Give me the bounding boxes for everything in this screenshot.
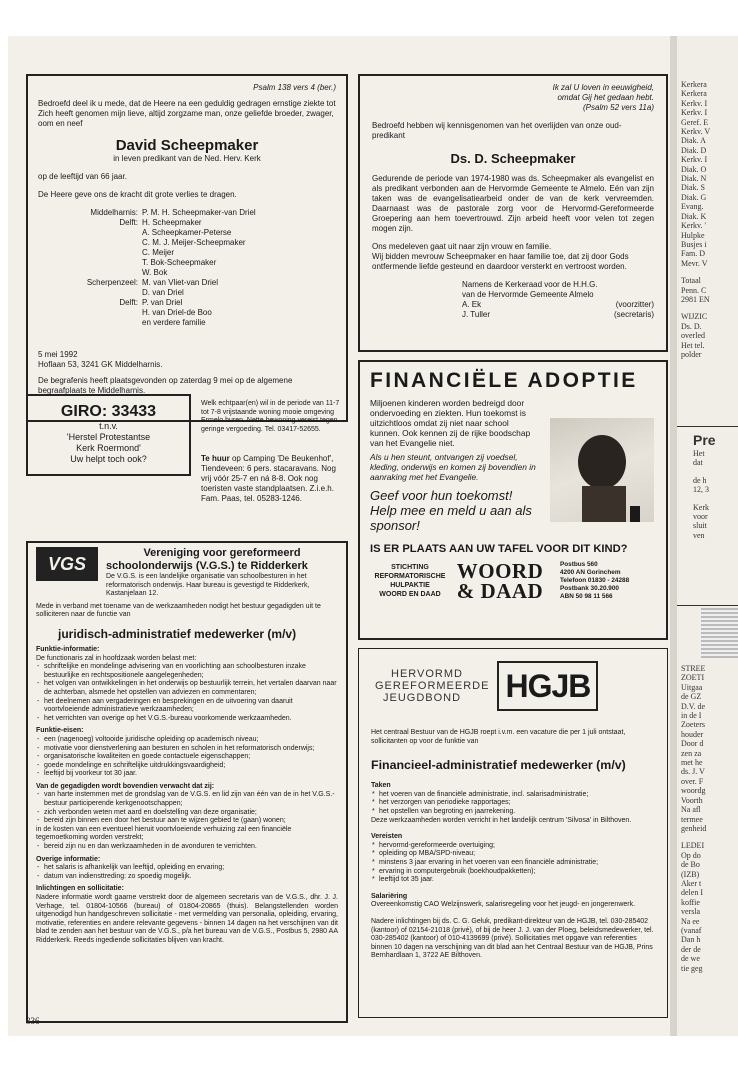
section-heading: Vereisten [371, 833, 403, 841]
child-photo [550, 418, 654, 522]
next-page-fragment [677, 36, 738, 1036]
org-address: Postbus 560 4200 AN Gorinchem Telefoon 01830 - 24288 Postbank 30.20.900 ABN 50 98 11 566 [560, 561, 630, 600]
list-item: - zich verbonden weten met aard en doelstelling van deze organisatie; [44, 809, 338, 818]
next-page-line: ZOETI [681, 673, 705, 683]
death-notice-right [358, 74, 668, 352]
next-page-line: Diak. D [681, 145, 707, 155]
list-item: - datum van indiensttreding: zo spoedig mogelijk. [44, 873, 338, 882]
verse-line: (Psalm 52 vers 11a) [583, 103, 654, 112]
next-page-image [701, 608, 738, 658]
deceased-subtitle: in leven predikant van de Ned. Herv. Kerk [113, 154, 261, 163]
page-number: 336 [26, 1016, 40, 1026]
giro-title: GIRO: 33433 [60, 403, 157, 420]
page-gutter [670, 36, 677, 1036]
section-heading: Taken [371, 782, 391, 790]
next-page-line: Voorth [681, 795, 703, 805]
next-page-line: tie geg [681, 963, 703, 973]
intro-text: Bedroefd deel ik u mede, dat de Heere na een geduldig gedragen ernstige ziekte tot Zich heeft genomen mijn lieve, altijd zorgzame man, onze geliefde broeder, zwager, oom en neef [38, 99, 336, 128]
adoption-call: Geef voor hun toekomst! Help mee en meld u aan als sponsor! [370, 488, 532, 533]
list-item: - van harte instemmen met de grondslag van de V.G.S. en lid zijn van één van de in het V.G.S.-bestuur participerende kerkgenootschappen; [44, 791, 338, 808]
next-page-line: Kerkv. I [681, 108, 708, 118]
next-page-line: Busjes i [681, 239, 707, 249]
other-info-list [36, 864, 338, 881]
list-item: - een (nagenoeg) voltooide juridische opleiding op academisch niveau; [44, 736, 338, 745]
hgjb-vacancy [358, 648, 668, 1018]
hgjb-logo-text: HERVORMD GEREFORMEERDE JEUGDBOND [375, 668, 490, 704]
vgs-title: Vereniging voor gereformeerd [143, 547, 301, 559]
notice-date: 5 mei 1992 [38, 350, 78, 359]
hgjb-job-title: Financieel-administratief medewerker (m/v) [371, 758, 626, 773]
next-page-line: der de [681, 944, 701, 954]
list-item: - het volgen van ontwikkelingen in het onderwijs op bestuurlijk terrein, het vertalen daarvan naar de achterban, alsmede het opstellen van adviezen en commentaren; [44, 680, 338, 697]
contact-text: Nadere inlichtingen bij ds. C. G. Geluk, predikant-direkteur van de HGJB, tel. 030-285402 (kantoor) of 02154-21018 (privé), of bij de heer J. J. van der Ploeg, beleidsmedewerker, tel. 030-285402 (kantoor) of 010-4139699 (privé). Sollicitaties met opgave van referenties binnen 10 dagen na verschijning van dit blad aan het Centraal Bestuur van de HGJB, Prins Bernhardlaan 1, 3722 AE Bilthoven. [371, 917, 654, 960]
giro-line: 'Herstel Protestantse [66, 432, 151, 442]
list-item: * opleiding op MBA/SPD-niveau; [379, 850, 655, 859]
list-item: * ervaring in computergebruik (boekhoudpakketten); [379, 868, 655, 877]
next-page-line: 12, 3 [693, 485, 709, 495]
next-page-line: dat [693, 458, 703, 468]
next-page-column-bottom [681, 664, 706, 973]
family-row: Scherpenzeel: M. van Vliet-van Driel [86, 278, 219, 287]
next-page-line: over. F [681, 776, 704, 786]
hgjb-intro: Het centraal Bestuur van de HGJB roept i.v.m. een vacature die per 1 juli ontstaat, sollicitanten op voor de funktie van [371, 729, 626, 745]
next-page-line: de we [681, 954, 700, 964]
list-item: - bereid zijn binnen een door het bestuur aan te wijzen gebied te (gaan) wonen; [44, 817, 338, 826]
org-name: STICHTING REFORMATORISCHE HULPAKTIE WOORD EN DAAD [374, 564, 446, 598]
next-page-line: termee [681, 814, 703, 824]
next-page-line [681, 833, 706, 841]
family-row: A. Scheepkamer-Peterse [142, 228, 232, 237]
list-item: - leeftijd bij voorkeur tot 30 jaar. [44, 770, 338, 779]
next-page-line: Kerk [693, 502, 709, 512]
signature-block [462, 280, 654, 320]
list-item: - schriftelijke en mondelinge advisering van en voorlichting aan schoolbesturen inzake bestuurlijke en rechtspositionele aangelegenheden; [44, 663, 338, 680]
next-page-line: Kerkv. I [681, 98, 708, 108]
next-page-line: Evang. [681, 202, 704, 212]
next-page-line: Kerkera [681, 80, 707, 89]
task-list [36, 663, 338, 723]
tasks-note: Deze werkzaamheden worden verricht in het landelijk centrum 'Silvosa' in Bilthoven. [371, 816, 632, 824]
family-row: C. Meijer [142, 248, 175, 257]
notice-address: Hoflaan 53, 3241 GK Middelharnis. [38, 360, 163, 369]
list-item: - organisatorische kwaliteiten en goede contactuele eigenschappen; [44, 753, 338, 762]
section-heading: Overige informatie: [36, 855, 101, 863]
next-page-line [681, 268, 710, 276]
next-page-line: Diak. K [681, 211, 707, 221]
next-page-line [693, 495, 716, 503]
next-page-line: Zoeters [681, 720, 705, 730]
next-page-line: sluit [693, 521, 707, 531]
next-page-line: LEDEI [681, 841, 705, 851]
list-item: - motivatie voor dienstverlening aan besturen en scholen in het reformatorisch onderwijs; [44, 745, 338, 754]
next-page-line: woordg [681, 786, 706, 796]
family-row: Delft: P. van Driel [119, 298, 183, 307]
newspaper-page [8, 36, 670, 1036]
signer-row: J. Tuller (secretaris) [462, 310, 654, 319]
next-page-line: WIJZIC [681, 312, 708, 322]
next-page-line: Geref. E [681, 117, 709, 127]
next-page-line: (IZB) [681, 869, 700, 879]
family-row: Middelharnis: P. M. H. Scheepmaker-van Driel [90, 208, 256, 217]
intro-text: Bedroefd hebben wij kennisgenomen van het overlijden van onze oud-predikant [372, 121, 622, 140]
next-page-line: de GZ [681, 692, 702, 702]
giro-line: t.n.v. [99, 421, 118, 431]
next-page-line: voor [693, 512, 708, 522]
next-page-line: zen za [681, 748, 702, 758]
list-item: - het salaris is afhankelijk van leeftijd, opleiding en ervaring; [44, 864, 338, 873]
deceased-name: Ds. D. Scheepmaker [450, 151, 576, 166]
next-page-box [677, 426, 738, 606]
body-text: Ons medeleven gaat uit naar zijn vrouw en familie. [372, 242, 552, 251]
section-heading: Inlichtingen en sollicitatie: [36, 885, 124, 893]
body-text: Gedurende de periode van 1974-1980 was ds. Scheepmaker als evangelist en als predikant verbonden aan de Hervormde Gemeente te Almelo. Eén van zijn taken was de evangelisatiearbeid onder de van de kerk vervreemden. Daarnaast was de pastorale zorg voor de Hervormd-Gereformeerde Groepering aan hem toevertrouwd. Zijn arbeid heeft voor velen tot zegen mogen zijn. [372, 174, 654, 233]
next-page-line: STREE [681, 664, 706, 673]
next-page-line: Na ee [681, 916, 700, 926]
next-page-line: houder [681, 729, 704, 739]
contact-text: Nadere informatie wordt gaarne verstrekt door de algemeen secretaris van de V.G.S., dhr. J. J. Verhage, tel. 01804-10566 (bureau) of 01804-20865 (thuis). Belangstellenden worden uitgenodigd hun handgeschreven sollicitatie - met vermelding van personalia, opleiding, ervaring, motivatie, referenties en andere relevante gegevens - binnen 14 dagen na het verschijnen van dit blad te zenden aan het bestuur van de V.G.S., p/a het bureau van de V.G.S., Postbus 5, 2980 AA Ridderkerk. Reeds ingediende sollicitaties blijven van kracht. [36, 894, 338, 944]
task-list [371, 791, 655, 817]
family-row: Delft: H. Scheepmaker [119, 218, 202, 227]
next-page-line: Kerkv. ' [681, 221, 706, 231]
giro-line: Kerk Roermond' [76, 443, 141, 453]
vgs-logo: VGS [36, 547, 98, 581]
family-list [26, 208, 336, 328]
next-page-line: de h [693, 475, 707, 485]
next-page-line: Kerkv. I [681, 155, 708, 165]
next-page-line: overled [681, 331, 705, 341]
next-page-line: Op do [681, 850, 701, 860]
next-page-line [693, 468, 716, 476]
next-page-line: Aker t [681, 878, 702, 888]
adoption-text: Als u hen steunt, ontvangen zij voedsel, kleding, onderwijs en komen zij bovendien in aanraking met het Evangelie. [370, 452, 536, 482]
family-row: C. M. J. Meijer-Scheepmaker [142, 238, 246, 247]
next-page-line: Door d [681, 739, 704, 749]
next-page-line: genheid [681, 823, 707, 833]
expectations-list [36, 791, 338, 825]
family-row: H. van Driel-de Boo [142, 308, 212, 317]
age-text: op de leeftijd van 66 jaar. [38, 172, 127, 181]
giro-box [26, 394, 191, 476]
next-page-line: Diak. O [681, 164, 707, 174]
next-page-line: Kerkv. V [681, 127, 711, 137]
next-page-line: in de I [681, 711, 702, 721]
list-item: - goede mondelinge en schriftelijke uitdrukkingsvaardigheid; [44, 762, 338, 771]
vgs-intro: Mede in verband met toename van de werkzaamheden nodigt het bestuur gegadigden uit te solliciteren naar de functie van [36, 602, 321, 619]
signer-row: A. Ek (voorzitter) [462, 300, 654, 309]
next-page-line: Dan h [681, 935, 701, 945]
list-item: * het opstellen van begroting en jaarrekening. [379, 808, 655, 817]
requirements-list [36, 736, 338, 779]
ad-body: op Camping 'De Beukenhof', Tiendeveen: 6 pers. stacaravans. Nog vrij vóór 25-7 en ná 8-8. Ook nog toeristen vaste standplaatsen. Z.i.e.h. Fam. Paas, tel. 05283-1246. [201, 454, 336, 503]
list-item: * minstens 3 jaar ervaring in het voeren van een financiële administratie; [379, 859, 655, 868]
section-heading: Funktie-informatie: [36, 645, 100, 653]
next-page-line: Het [693, 449, 705, 458]
list-item: - het deelnemen aan vergaderingen en besprekingen en de uitvoering van daaruit voortvloeiende administratieve werkzaamheden; [44, 698, 338, 715]
vgs-title: schoolonderwijs (V.G.S.) te Ridderkerk [106, 560, 308, 572]
death-notice-left [26, 74, 348, 422]
expectations-note: in de kosten van een eventueel hieruit voortvloeiende verhuizing zal een financiële tegemoetkoming worden verstrekt; [36, 825, 292, 842]
signature-line: van de Hervormde Gemeente Almelo [462, 290, 594, 299]
next-page-line: Pre [693, 432, 716, 448]
next-page-line: Na afl [681, 805, 701, 815]
next-page-line: koffie [681, 897, 700, 907]
family-row: D. van Driel [142, 288, 184, 297]
strength-text: De Heere geve ons de kracht dit grote verlies te dragen. [38, 190, 237, 199]
vgs-desc: De V.G.S. is een landelijke organisatie van schoolbesturen in het reformatorisch onderwijs. Haar bureau is gevestigd te Ridderkerk, Kastanjelaan 12. [106, 573, 310, 598]
next-page-line: Uitgaa [681, 682, 703, 692]
classified-ad-rental: Welk echtpaar(en) wil in de periode van 11-7 tot 7-8 vrijstaande woning mooie omgeving Ermelo huren. Nette bewoning vereist tegen geringe vergoeding. Tel. 03417-52655. [201, 400, 340, 433]
list-item: * het verzorgen van periodieke rapportages; [379, 799, 655, 808]
next-page-line: ds. J. V [681, 767, 705, 777]
vgs-vacancy [26, 541, 348, 1023]
adoption-banner: IS ER PLAATS AAN UW TAFEL VOOR DIT KIND? [370, 543, 628, 555]
next-page-line: Fam. D [681, 249, 705, 259]
hgjb-logo-mark: HGJB [497, 661, 598, 711]
next-page-line: Mevr. V [681, 258, 708, 268]
family-row: W. Bok [142, 268, 168, 277]
next-page-line: Penn. C [681, 285, 707, 295]
next-page-line: Diak. N [681, 174, 707, 184]
next-page-line: Het tel. [681, 340, 705, 350]
next-page-line: de Bo [681, 860, 700, 870]
requirements-list [371, 842, 655, 885]
next-page-line: 2981 EN [681, 294, 710, 304]
salary-text: Overeenkomstig CAO Welzijnswerk, salarisregeling voor het jeugd- en jongerenwerk. [371, 901, 636, 909]
list-item: * leeftijd tot 35 jaar. [379, 876, 655, 885]
verse: Psalm 138 vers 4 (ber.) [253, 83, 336, 92]
financial-adoption-ad [358, 360, 668, 640]
list-item: - bereid zijn nu en dan werkzaamheden in de avonduren te verrichten. [44, 843, 338, 852]
next-page-line: Ds. D. [681, 321, 702, 331]
expectations-list [36, 843, 338, 852]
section-intro: De functionaris zal in hoofdzaak worden belast met: [36, 654, 197, 662]
list-item: * hervormd-gereformeerde overtuiging; [379, 842, 655, 851]
verse-line: omdat Gij het gedaan hebt. [557, 93, 654, 102]
ad-lead: Te huur [201, 454, 230, 463]
adoption-text: Miljoenen kinderen worden bedreigd door ondervoeding en ziekten. Hun toekomst is uitzichtloos omdat zij niet naar school kunnen. Ook kennen zij de rijke boodschap van het Evangelie niet. [370, 398, 531, 448]
body-text: Wij bidden mevrouw Scheepmaker en haar familie toe, dat zij door Gods ontfermende liefde gesteund en daardoor versterkt en vertroost worden. [372, 252, 629, 271]
signature-line: Namens de Kerkeraad voor de H.H.G. [462, 280, 598, 289]
next-page-column-top [681, 80, 710, 359]
next-page-line [681, 304, 710, 312]
next-page-line: Totaal [681, 276, 701, 286]
family-row: en verdere familie [142, 318, 206, 327]
next-page-line: D.V. de [681, 701, 706, 711]
list-item: - het verrichten van overige op het V.G.S.-bureau voorkomende werkzaamheden. [44, 715, 338, 724]
adoption-title: FINANCIËLE ADOPTIE [370, 369, 638, 392]
woord-en-daad-logo: WOORD & DAAD [456, 559, 544, 603]
deceased-name: David Scheepmaker [115, 137, 259, 154]
section-heading: Funktie-eisen: [36, 727, 84, 735]
list-item: * het voeren van de financiële administratie, incl. salarisadministratie; [379, 791, 655, 800]
verse-line: Ik zal U loven in eeuwigheid, [552, 83, 654, 92]
next-page-line: ven [693, 530, 705, 540]
section-heading: Salariëring [371, 892, 408, 900]
family-row: T. Bok-Scheepmaker [142, 258, 217, 267]
next-page-line: Diak. S [681, 183, 705, 193]
giro-line: Uw helpt toch ook? [70, 454, 147, 464]
classified-ad-camping [201, 454, 346, 504]
burial-text: De begrafenis heeft plaatsgevonden op zaterdag 9 mei op de algemene begraafplaats te Middelharnis. [38, 376, 293, 395]
next-page-line: versla [681, 907, 701, 917]
next-page-line: Kerkera [681, 89, 707, 99]
next-page-line: Diak. G [681, 192, 707, 202]
vgs-job-title: juridisch-administratief medewerker (m/v) [58, 626, 297, 641]
next-page-line: Hulpke [681, 230, 705, 240]
next-page-line: met he [681, 758, 703, 768]
next-page-line: delen I [681, 888, 703, 898]
section-heading: Van de gegadigden wordt bovendien verwacht dat zij: [36, 782, 215, 790]
next-page-line: polder [681, 349, 702, 359]
next-page-line: (vanaf [681, 925, 702, 935]
next-page-line: Diak. A [681, 136, 706, 146]
